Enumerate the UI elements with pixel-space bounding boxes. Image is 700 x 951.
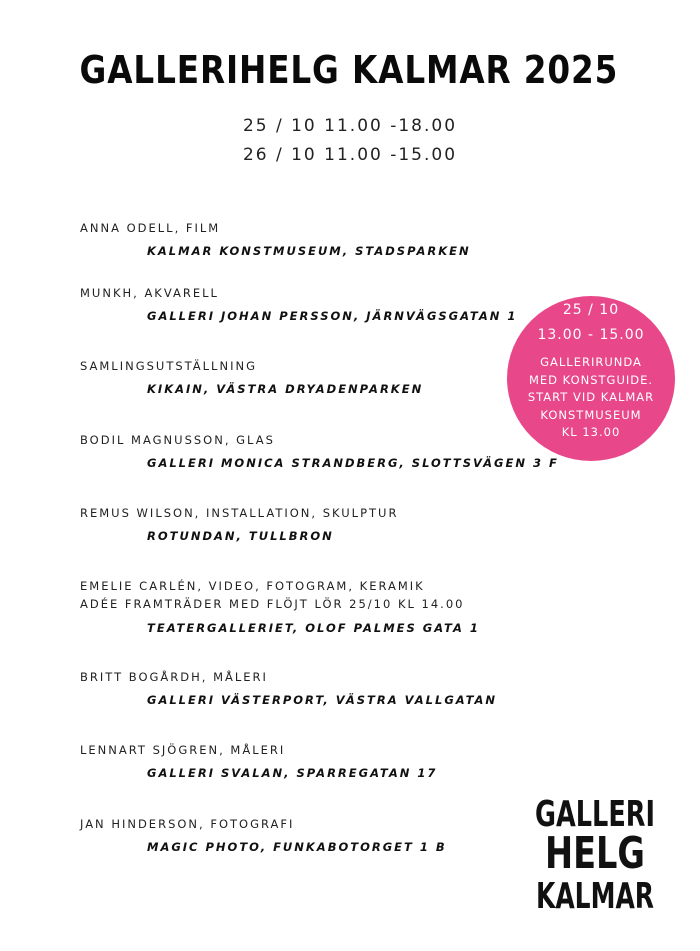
artist-label: EMELIE CARLÉN, VIDEO, FOTOGRAM, KERAMIK bbox=[80, 579, 425, 593]
tour-time: 13.00 - 15.00 bbox=[537, 327, 645, 343]
venue-label: GALLERI SVALAN, SPARREGATAN 17 bbox=[147, 766, 438, 780]
venue-label: TEATERGALLERIET, OLOF PALMES GATA 1 bbox=[147, 621, 480, 635]
date-line-1: 25 / 10 11.00 -18.00 bbox=[242, 116, 458, 136]
exhibition-entry bbox=[80, 220, 680, 258]
date-line-2: 26 / 10 11.00 -15.00 bbox=[242, 145, 458, 165]
artist-label: SAMLINGSUTSTÄLLNING bbox=[80, 359, 257, 373]
exhibition-entry bbox=[80, 669, 680, 707]
artist-label: JAN HINDERSON, FOTOGRAFI bbox=[80, 817, 295, 831]
venue-label: KIKAIN, VÄSTRA DRYADENPARKEN bbox=[147, 382, 424, 396]
tour-line: GALLERIRUNDA bbox=[540, 355, 642, 369]
venue-label: GALLERI JOHAN PERSSON, JÄRNVÄGSGATAN 1 bbox=[147, 309, 518, 323]
gallerihelg-logo bbox=[530, 790, 660, 915]
artist-label: BODIL MAGNUSSON, GLAS bbox=[80, 433, 275, 447]
exhibition-entry bbox=[80, 578, 680, 635]
venue-label: GALLERI MONICA STRANDBERG, SLOTTSVÄGEN 3 F bbox=[147, 456, 559, 470]
venue-label: GALLERI VÄSTERPORT, VÄSTRA VALLGATAN bbox=[147, 693, 498, 707]
artist-label: REMUS WILSON, INSTALLATION, SKULPTUR bbox=[80, 506, 399, 520]
tour-line: KL 13.00 bbox=[561, 425, 621, 439]
logo-line: HELG bbox=[545, 828, 645, 879]
tour-line: KONSTMUSEUM bbox=[540, 407, 642, 422]
artist-label: ANNA ODELL, FILM bbox=[80, 221, 221, 235]
tour-line: START VID KALMAR bbox=[527, 390, 655, 404]
artist-label: BRITT BOGÅRDH, MÅLERI bbox=[80, 670, 268, 684]
venue-label: KALMAR KONSTMUSEUM, STADSPARKEN bbox=[147, 244, 471, 258]
artist-label: MUNKH, AKVARELL bbox=[80, 286, 219, 300]
logo-line: KALMAR bbox=[536, 876, 654, 917]
tour-line: MED KONSTGUIDE. bbox=[528, 372, 654, 387]
logo-line: GALLERI bbox=[535, 794, 655, 835]
tour-date: 25 / 10 bbox=[562, 302, 620, 318]
exhibition-entry bbox=[80, 742, 680, 780]
page-title: GALLERIHELG KALMAR 2025 bbox=[79, 48, 619, 92]
venue-label: MAGIC PHOTO, FUNKABOTORGET 1 B bbox=[147, 840, 447, 854]
venue-label: ROTUNDAN, TULLBRON bbox=[147, 529, 334, 543]
tour-description bbox=[507, 354, 675, 442]
gallery-tour-badge bbox=[507, 296, 675, 461]
exhibition-entry bbox=[80, 505, 680, 543]
artist-label: LENNART SJÖGREN, MÅLERI bbox=[80, 743, 286, 757]
artist-note: ADÉE FRAMTRÄDER MED FLÖJT LÖR 25/10 KL 14.00 bbox=[80, 597, 465, 611]
